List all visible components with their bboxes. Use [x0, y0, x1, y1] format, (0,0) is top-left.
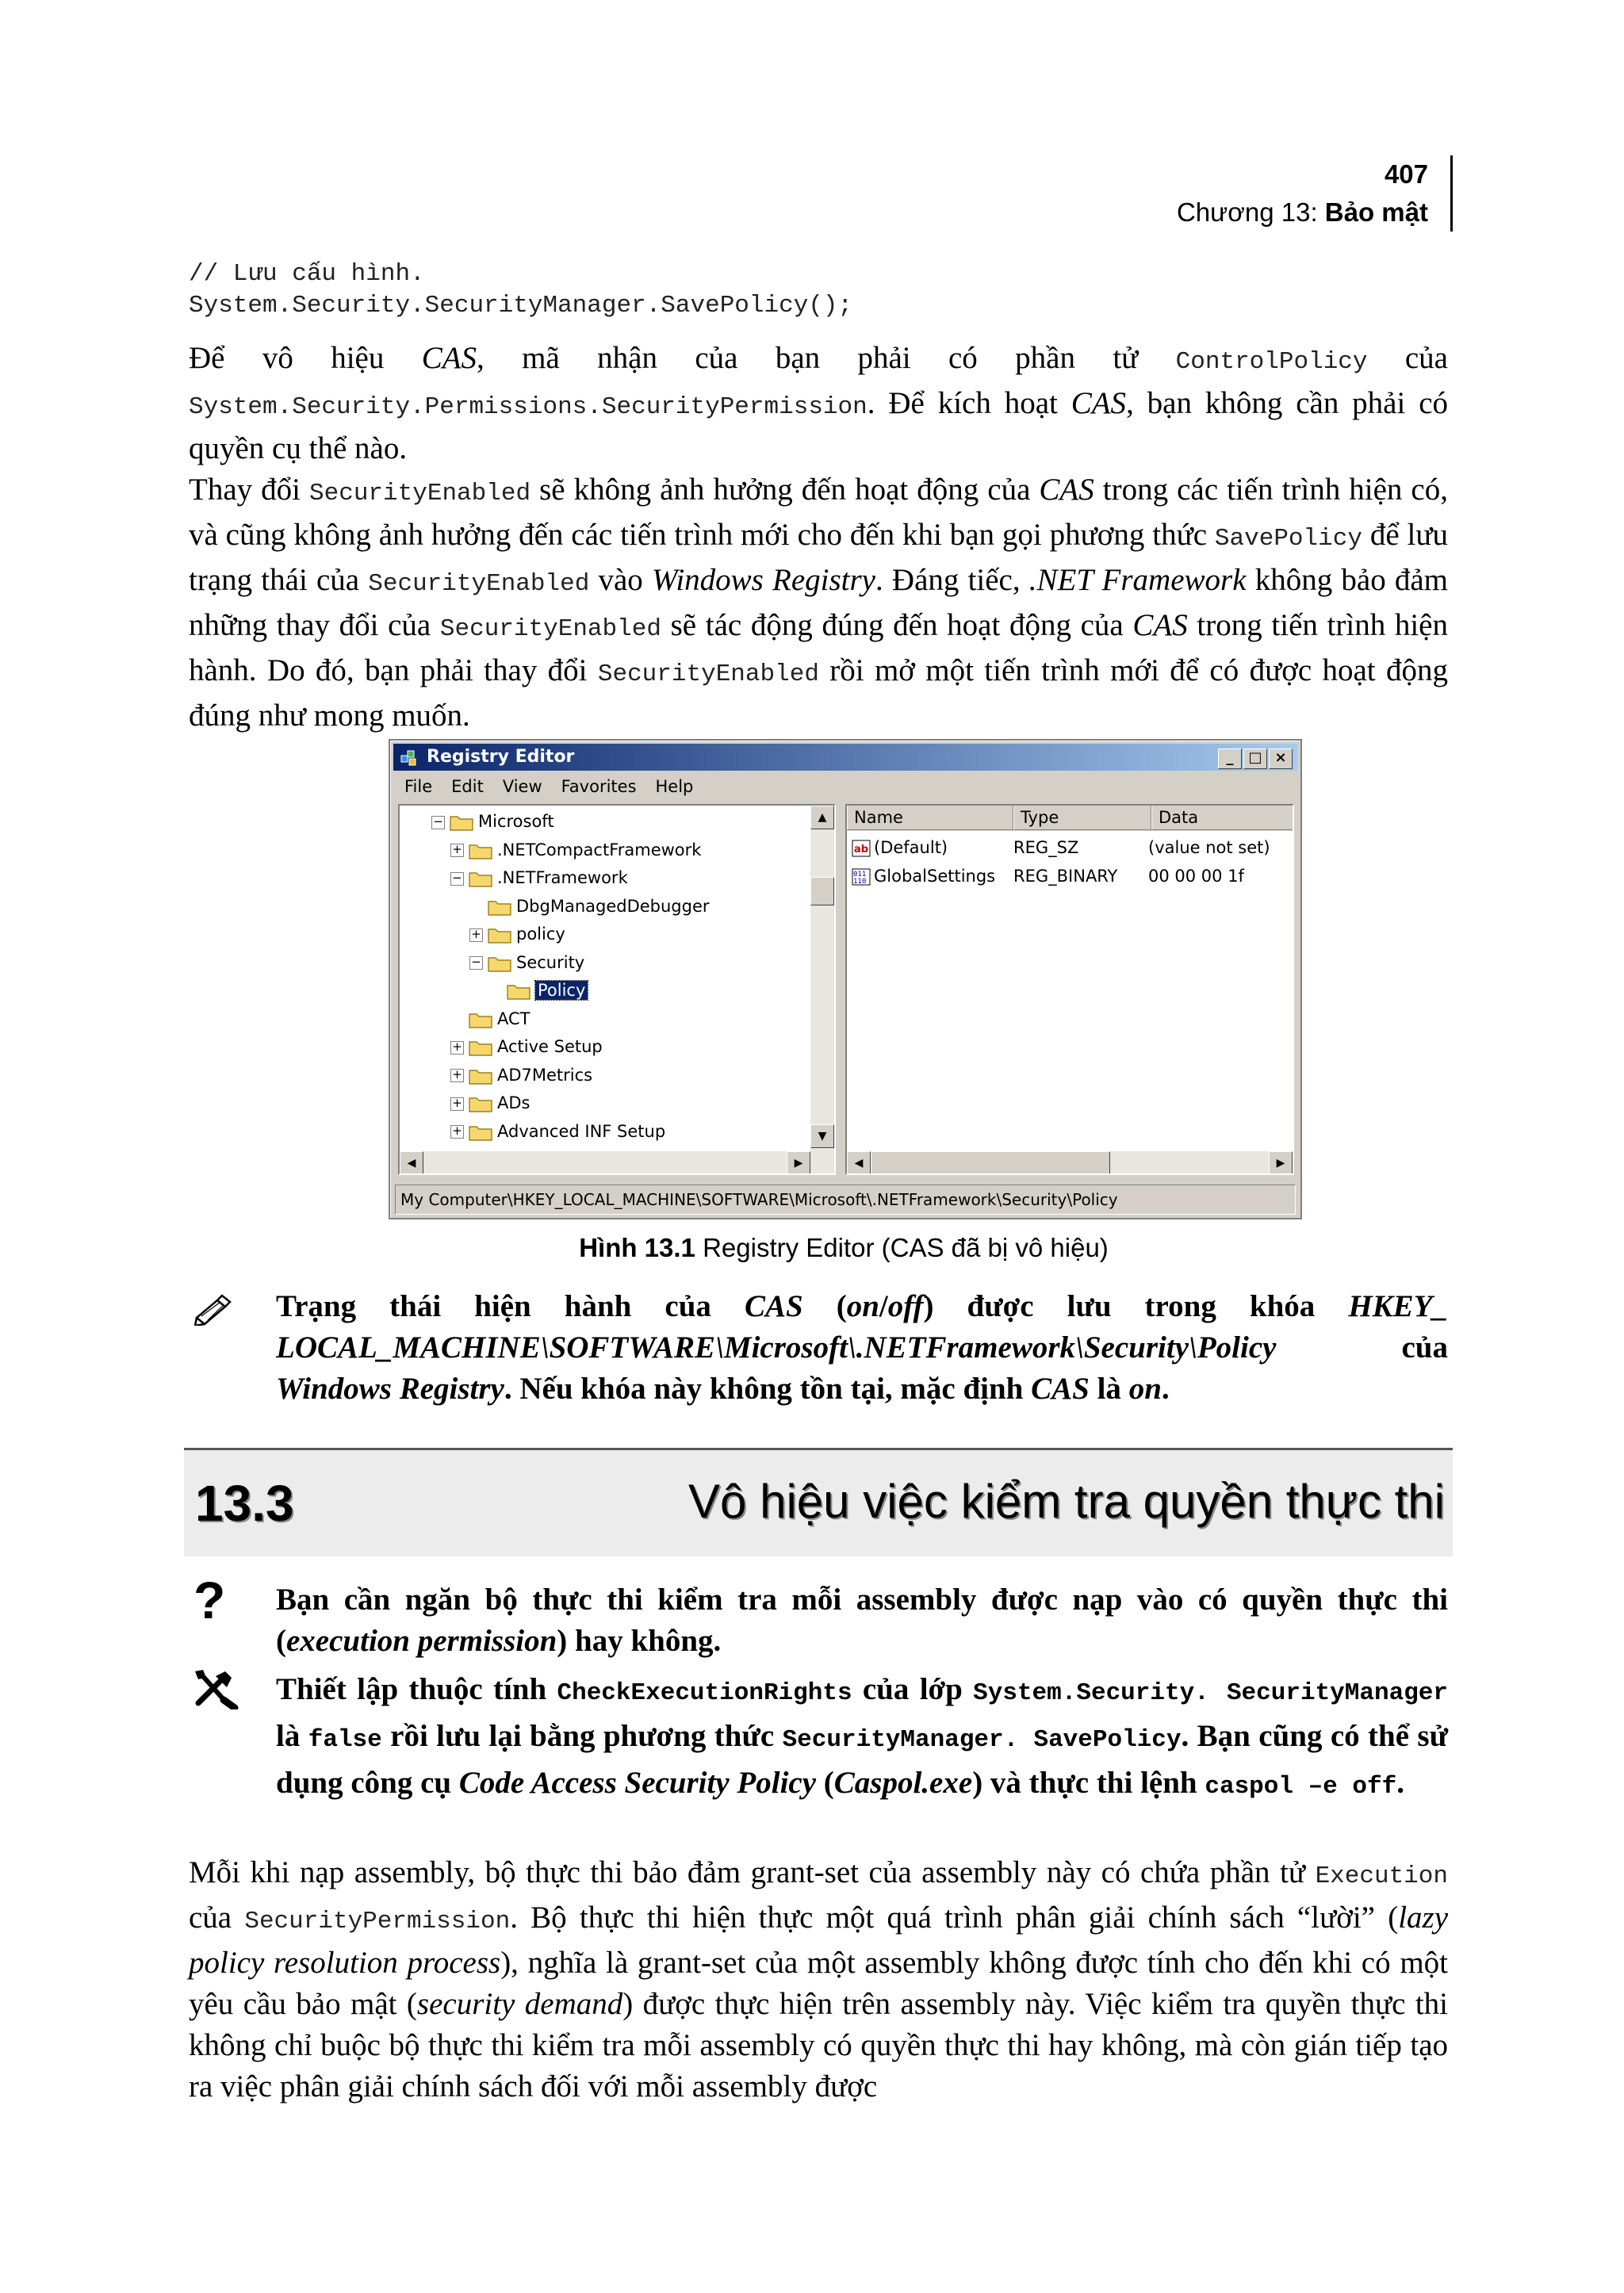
text: trong tiến trình hiện hành. Do đó, bạn phải thay đổi — [189, 608, 1448, 687]
value-name: GlobalSettings — [874, 867, 996, 886]
tree-node[interactable] — [469, 894, 710, 920]
tree-node-label: ACT — [497, 1009, 530, 1028]
section-number: 13.3 — [195, 1475, 294, 1532]
inline-code: ControlPolicy — [1175, 348, 1368, 376]
tree-node-label: Microsoft — [478, 812, 554, 831]
tree-node-label: DbgManagedDebugger — [516, 896, 710, 916]
italic-term: on — [846, 1289, 879, 1323]
expand-icon[interactable]: + — [450, 1097, 464, 1111]
inline-code: SecurityPermission — [244, 1908, 511, 1935]
inline-code: SecurityEnabled — [368, 570, 590, 598]
figure-caption-text: Registry Editor (CAS đã bị vô hiệu) — [695, 1233, 1109, 1262]
italic-term: execution permission — [286, 1624, 557, 1658]
italic-term: lazy policy resolution process — [189, 1901, 1449, 1980]
menu-item-file[interactable]: File — [404, 777, 433, 796]
section-title: Vô hiệu việc kiểm tra quyền thực thi — [688, 1475, 1445, 1528]
text: không bảo đảm những thay đổi của — [189, 563, 1449, 642]
text: Mỗi khi nạp assembly, bộ thực thi bảo đảm grant-set của assembly này có chứa phần tử — [189, 1855, 1316, 1889]
inline-code: SecurityEnabled — [309, 480, 531, 507]
text: ) được lưu trong khóa — [923, 1289, 1349, 1323]
expand-icon[interactable]: + — [450, 1125, 464, 1139]
text: ( — [802, 1289, 847, 1323]
maximize-icon[interactable]: □ — [1243, 748, 1267, 769]
tree-node-label: Security — [516, 952, 585, 972]
expand-icon[interactable]: + — [469, 928, 483, 942]
scroll-up-icon[interactable]: ▲ — [810, 806, 834, 829]
svg-text:ab: ab — [854, 844, 869, 856]
inline-code: CheckExecutionRights — [557, 1679, 852, 1707]
paragraph-1 — [189, 338, 1448, 469]
text: . — [1396, 1766, 1404, 1800]
italic-term: .NET Framework — [1028, 563, 1247, 597]
tree-node-label: Active Setup — [497, 1037, 603, 1056]
italic-term: CAS — [421, 341, 477, 375]
tree-node[interactable] — [450, 1090, 530, 1116]
tree-node-label: Advanced INF Setup — [497, 1121, 666, 1141]
tree-node[interactable] — [469, 950, 584, 976]
tree-node[interactable] — [450, 837, 701, 863]
tree-node[interactable] — [450, 1062, 592, 1089]
string-value-icon — [852, 840, 871, 857]
inline-code: SavePolicy — [1214, 525, 1362, 553]
tree-horizontal-scrollbar[interactable] — [400, 1151, 810, 1175]
text: Để vô hiệu — [189, 341, 422, 375]
minimize-icon[interactable]: _ — [1218, 748, 1242, 769]
text: , mã nhận của bạn phải có phần tử — [477, 341, 1176, 375]
tree-node[interactable] — [488, 978, 588, 1004]
chapter-prefix: Chương 13: — [1176, 197, 1325, 227]
folder-icon — [469, 870, 492, 887]
code-comment: // Lưu cấu hình. — [189, 260, 425, 288]
text: rồi lưu lại bằng phương thức — [381, 1719, 783, 1753]
note-text — [276, 1286, 1448, 1410]
italic-term: CAS — [1031, 1372, 1090, 1406]
values-horizontal-scrollbar[interactable] — [847, 1151, 1293, 1175]
italic-term: CAS — [1132, 608, 1188, 642]
text: của — [1276, 1330, 1448, 1365]
registry-app-icon — [400, 748, 419, 767]
text: . Để kích hoạt — [867, 386, 1071, 420]
column-type[interactable]: Type — [1013, 806, 1151, 830]
tree-node-label: policy — [516, 924, 565, 944]
scroll-thumb[interactable] — [871, 1151, 1110, 1175]
text: Thiết lập thuộc tính — [276, 1672, 557, 1706]
text: Thay đổi — [189, 473, 310, 507]
text: ) hay không. — [557, 1624, 722, 1658]
registry-status-bar: My Computer\HKEY_LOCAL_MACHINE\SOFTWARE\Microsoft\.NETFramework\Security\Policy — [395, 1185, 1296, 1215]
page-number: 407 — [1384, 159, 1428, 189]
inline-code: System.Security.Permissions.SecurityPermission — [189, 393, 868, 421]
scroll-thumb[interactable] — [810, 877, 834, 905]
tree-node-label: Policy — [535, 981, 588, 1000]
italic-term: Windows Registry — [276, 1372, 504, 1406]
text: . Bạn cũng có thể sử dụng công cụ — [276, 1719, 1448, 1800]
registry-title-bar[interactable] — [393, 744, 1297, 771]
problem-text — [276, 1579, 1448, 1662]
registry-title-text: Registry Editor — [427, 747, 575, 767]
text: . Bộ thực thi hiện thực một quá trình phân giải chính sách “lười” ( — [510, 1901, 1399, 1935]
text: . Đáng tiếc, — [875, 563, 1029, 597]
scroll-left-icon[interactable]: ◀ — [847, 1151, 871, 1175]
collapse-icon[interactable]: − — [431, 816, 445, 829]
binary-value-icon — [852, 868, 871, 886]
folder-icon — [488, 898, 511, 916]
folder-icon — [469, 1095, 492, 1112]
tools-icon — [192, 1668, 241, 1709]
italic-term: CAS — [744, 1289, 803, 1323]
folder-open-icon — [507, 982, 530, 1000]
text: của lớp — [852, 1672, 974, 1706]
value-type: REG_SZ — [1013, 838, 1079, 857]
code-block — [189, 258, 1448, 322]
folder-icon — [450, 813, 473, 831]
inline-code: caspol –e off — [1205, 1773, 1397, 1801]
chapter-title: Bảo mật — [1324, 197, 1428, 227]
folder-icon — [488, 926, 511, 944]
italic-term: Code Access Security Policy — [458, 1766, 817, 1800]
text: , bạn không cần phải có quyền cụ thể nào. — [189, 386, 1449, 465]
values-header — [847, 806, 1293, 831]
tree-node[interactable] — [469, 921, 565, 947]
folder-icon — [469, 842, 492, 859]
code-statement: System.Security.SecurityManager.SavePolicy(); — [189, 292, 853, 320]
svg-text:110: 110 — [853, 878, 867, 886]
italic-term: on — [1128, 1372, 1162, 1406]
value-data: (value not set) — [1148, 838, 1270, 857]
page-header — [1177, 155, 1453, 232]
inline-code: SecurityManager. SavePolicy — [782, 1726, 1182, 1754]
column-name[interactable]: Name — [847, 806, 1013, 830]
folder-icon — [469, 1124, 492, 1141]
scroll-right-icon[interactable]: ▶ — [1269, 1151, 1293, 1175]
scroll-down-icon[interactable]: ▼ — [810, 1124, 834, 1148]
inline-code: Execution — [1315, 1862, 1448, 1890]
text: / — [879, 1289, 888, 1323]
inline-code: System.Security. SecurityManager — [973, 1679, 1449, 1707]
menu-item-edit[interactable]: Edit — [451, 777, 484, 796]
tree-node-label: .NETFramework — [497, 868, 628, 887]
registry-editor-window — [389, 739, 1302, 1219]
figure-label: Hình 13.1 — [579, 1233, 695, 1262]
pencil-note-icon — [193, 1294, 235, 1326]
text: là — [276, 1719, 308, 1753]
value-name: (Default) — [874, 838, 948, 857]
paragraph-2 — [189, 469, 1448, 737]
text: . — [1161, 1372, 1170, 1406]
value-data: 00 00 00 1f — [1148, 867, 1244, 886]
tree-node[interactable] — [450, 1119, 665, 1145]
menu-item-view[interactable]: View — [502, 777, 542, 796]
question-icon: ? — [193, 1571, 226, 1629]
section-heading — [184, 1448, 1453, 1556]
tree-node[interactable] — [450, 1034, 603, 1060]
column-data[interactable]: Data — [1151, 806, 1294, 830]
registry-tree-pane[interactable] — [398, 804, 836, 1175]
text: vào — [589, 563, 652, 597]
expand-icon[interactable]: + — [450, 1041, 464, 1055]
text: ), nghĩa là grant-set của một assembly không được tính cho đến khi có một yêu cầu bảo mật ( — [189, 1946, 1448, 2021]
collapse-icon[interactable]: − — [469, 956, 483, 970]
text: của — [1367, 341, 1448, 375]
text: để lưu trạng thái của — [189, 518, 1448, 597]
folder-icon — [488, 955, 511, 972]
italic-term: security demand — [416, 1987, 623, 2021]
collapse-icon[interactable]: − — [450, 872, 464, 886]
expand-icon[interactable]: + — [450, 1069, 464, 1082]
tree-node[interactable] — [450, 865, 628, 891]
italic-term: CAS — [1071, 386, 1127, 420]
italic-term: off — [887, 1289, 924, 1323]
registry-menu-bar — [393, 774, 701, 799]
value-row[interactable] — [852, 834, 1270, 861]
svg-text:011: 011 — [853, 871, 867, 879]
menu-item-favorites[interactable]: Favorites — [561, 777, 637, 796]
text: sẽ tác động đúng đến hoạt động của — [661, 608, 1133, 642]
tree-node[interactable] — [450, 1006, 530, 1032]
italic-term: Windows Registry — [651, 563, 875, 597]
text: sẽ không ảnh hưởng đến hoạt động của — [530, 473, 1040, 507]
tree-node-label: .NETCompactFramework — [497, 840, 702, 859]
paragraph-3 — [189, 1852, 1448, 2107]
folder-icon — [469, 1067, 492, 1085]
text: của — [189, 1901, 245, 1935]
chapter-heading — [1177, 193, 1428, 232]
text: ) được thực hiện trên assembly này. Việc kiểm tra quyền thực thi không chỉ buộc bộ thực thi kiểm tra mỗi assembly có quyền thực thi hay không, mà còn gián tiếp tạo ra việc phân giải chính sách đối với mỗi assembly được — [189, 1987, 1449, 2104]
italic-term: HKEY_ LOCAL_MACHINE\SOFTWARE\Microsoft\.NETFramework\Security\Policy — [276, 1289, 1448, 1365]
text: trong các tiến trình hiện có, và cũng không ảnh hưởng đến các tiến trình mới cho đến khi bạn gọi phương thức — [189, 473, 1448, 552]
tree-vertical-scrollbar[interactable] — [810, 806, 834, 1173]
close-icon[interactable]: × — [1269, 748, 1293, 769]
italic-term: Caspol.exe — [833, 1766, 973, 1800]
text: là — [1089, 1372, 1129, 1406]
italic-term: CAS — [1039, 473, 1094, 507]
value-type: REG_BINARY — [1013, 867, 1118, 886]
tree-node[interactable] — [431, 809, 554, 835]
scroll-right-icon[interactable]: ▶ — [787, 1151, 810, 1175]
expand-icon[interactable]: + — [450, 844, 464, 857]
scroll-left-icon[interactable]: ◀ — [400, 1151, 423, 1175]
text: ( — [816, 1766, 834, 1800]
text: Bạn cần ngăn bộ thực thi kiểm tra mỗi assembly được nạp vào có quyền thực thi ( — [276, 1583, 1448, 1658]
value-row[interactable] — [852, 863, 1244, 890]
folder-icon — [469, 1039, 492, 1056]
text: rồi mở một tiến trình mới để có được hoạt động đúng như mong muốn. — [189, 653, 1448, 733]
inline-code: SecurityEnabled — [597, 660, 819, 688]
tree-node-label: ADs — [497, 1093, 530, 1112]
tree-node-label: AD7Metrics — [497, 1065, 593, 1085]
text: ) và thực thi lệnh — [972, 1766, 1205, 1800]
solution-text — [276, 1668, 1448, 1809]
text: . Nếu khóa này không tồn tại, mặc định — [504, 1372, 1032, 1406]
folder-icon — [469, 1011, 492, 1028]
registry-values-pane[interactable] — [845, 804, 1294, 1175]
figure-caption — [389, 1231, 1299, 1265]
menu-item-help[interactable]: Help — [655, 777, 694, 796]
inline-code: SecurityEnabled — [439, 615, 661, 643]
text: Trạng thái hiện hành của — [276, 1289, 745, 1323]
inline-code: false — [308, 1726, 382, 1754]
